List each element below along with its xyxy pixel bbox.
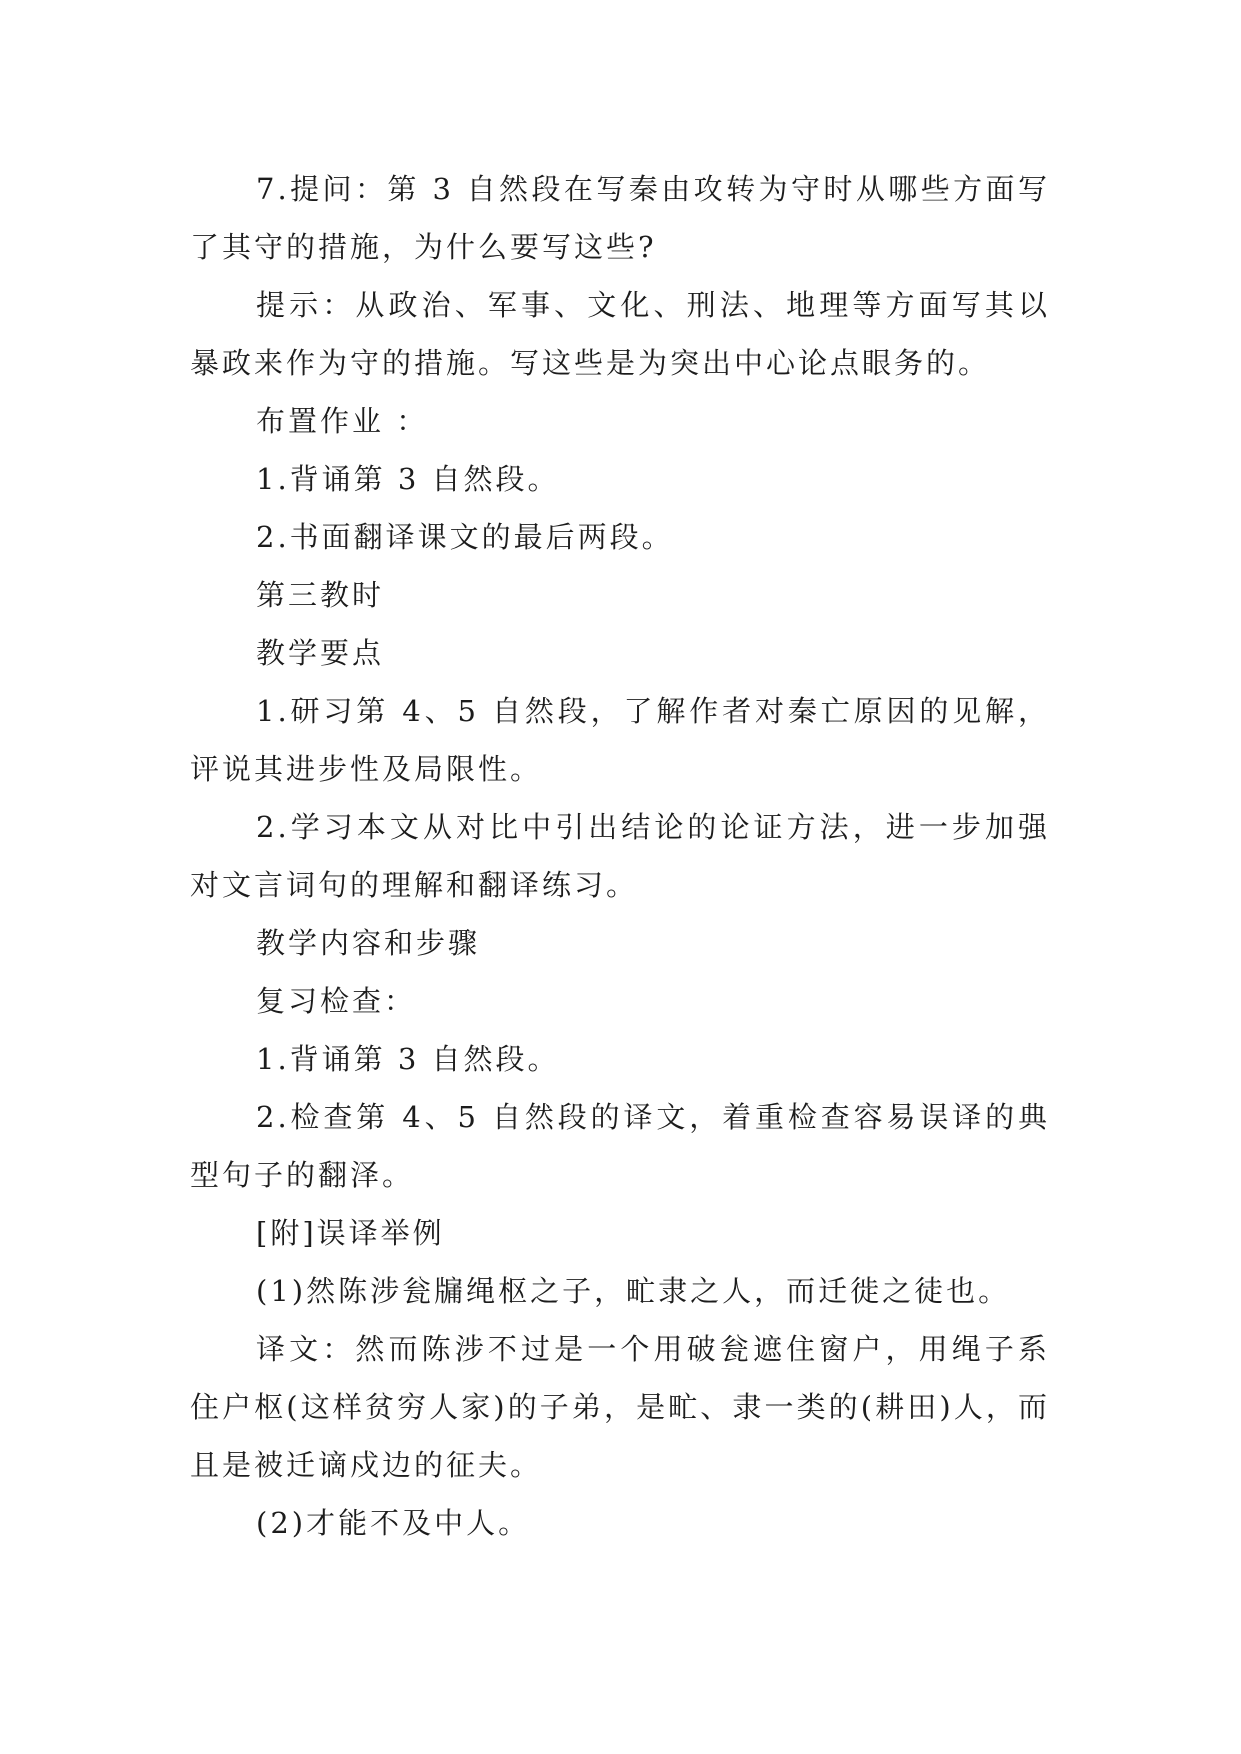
teaching-point-1: 1.研习第 4、5 自然段，了解作者对秦亡原因的见解，评说其进步性及局限性。: [190, 694, 1050, 786]
teaching-points-heading: 教学要点: [256, 636, 385, 670]
hint-paragraph: 提示：从政治、军事、文化、刑法、地理等方面写其以暴政来作为守的措施。写这些是为突出中心论点眼务的。: [190, 288, 1050, 380]
homework-heading: 布置作业 ：: [256, 404, 429, 438]
teaching-point-2: 2.学习本文从对比中引出结论的论证方法，进一步加强对文言词句的理解和翻译练习。: [190, 810, 1050, 902]
example-2-source: (2)才能不及中人。: [256, 1506, 531, 1540]
question-7-paragraph: 7.提问：第 3 自然段在写秦由攻转为守时从哪些方面写了其守的措施，为什么要写这些?: [190, 172, 1050, 264]
review-item-2: 2.检查第 4、5 自然段的译文，着重检查容易误译的典型句子的翻泽。: [190, 1100, 1050, 1192]
example-1-source: (1)然陈涉瓮牖绳枢之子，甿隶之人，而迁徙之徒也。: [256, 1274, 1011, 1308]
mistranslation-heading: [附]误译举例: [256, 1216, 445, 1250]
homework-item-1: 1.背诵第 3 自然段。: [256, 462, 560, 496]
review-heading: 复习检查：: [256, 984, 417, 1018]
homework-item-2: 2.书面翻译课文的最后两段。: [256, 520, 674, 554]
document-body: [190, 160, 1050, 1552]
review-item-1: 1.背诵第 3 自然段。: [256, 1042, 560, 1076]
content-steps-heading: 教学内容和步骤: [256, 926, 481, 960]
lesson-three-heading: 第三教时: [256, 578, 385, 612]
example-1-translation: 译文：然而陈涉不过是一个用破瓮遮住窗户，用绳子系住户枢(这样贫穷人家)的子弟，是甿、隶一类的(耕田)人，而且是被迁谪戍边的征夫。: [190, 1332, 1050, 1482]
